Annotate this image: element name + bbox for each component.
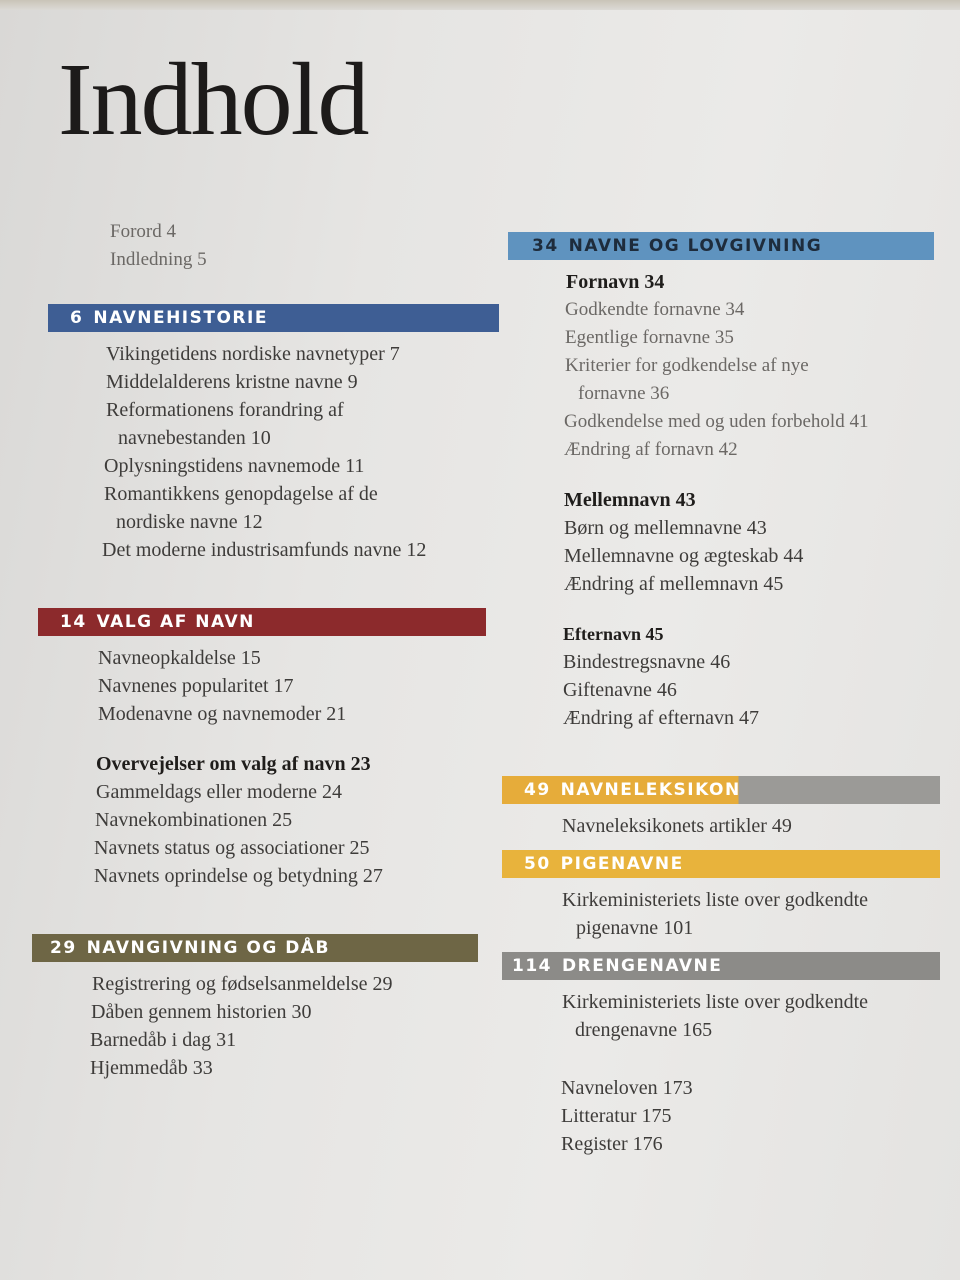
toc-entry[interactable]: Litteratur 175 bbox=[561, 1105, 672, 1127]
toc-entry[interactable]: Mellemnavne og ægteskab 44 bbox=[564, 545, 804, 567]
section-bar-valg-af-navn[interactable] bbox=[38, 608, 486, 636]
toc-entry[interactable]: Registrering og fødselsanmeldelse 29 bbox=[92, 973, 393, 995]
page-top-edge bbox=[0, 0, 960, 10]
section-bar-navngivning-og-daab[interactable] bbox=[32, 934, 478, 962]
section-bar-drengenavne[interactable] bbox=[502, 952, 940, 980]
toc-entry[interactable]: Kirkeministeriets liste over godkendte bbox=[562, 991, 869, 1013]
left-column bbox=[38, 218, 490, 1082]
section-label: DRENGENAVNE bbox=[562, 956, 723, 976]
toc-entry[interactable]: Register 176 bbox=[561, 1133, 663, 1155]
toc-entry[interactable]: Navneopkaldelse 15 bbox=[98, 647, 261, 669]
toc-entry[interactable]: Bindestregsnavne 46 bbox=[563, 651, 731, 673]
toc-entry-continued[interactable]: pigenavne 101 bbox=[576, 917, 694, 939]
toc-entry[interactable]: Navnets status og associationer 25 bbox=[94, 837, 370, 859]
toc-entry[interactable]: Hjemmedåb 33 bbox=[90, 1057, 213, 1079]
section-label: NAVNGIVNING OG DÅB bbox=[86, 938, 330, 958]
toc-entry[interactable]: Vikingetidens nordiske navnetyper 7 bbox=[106, 343, 400, 365]
section-label: NAVNE OG LOVGIVNING bbox=[568, 236, 823, 256]
toc-entry[interactable]: Navnets oprindelse og betydning 27 bbox=[94, 865, 383, 887]
section-bar-navnehistorie[interactable] bbox=[48, 304, 499, 332]
toc-entry[interactable]: Navnenes popularitet 17 bbox=[98, 675, 294, 697]
section-bar-navneleksikon[interactable] bbox=[502, 776, 940, 804]
section-number: 29 bbox=[50, 938, 77, 958]
section-label: NAVNEHISTORIE bbox=[93, 308, 268, 328]
toc-entry[interactable]: Navneleksikonets artikler 49 bbox=[562, 815, 792, 837]
subsection-heading[interactable]: Fornavn 34 bbox=[566, 271, 665, 293]
toc-entry[interactable]: Egentlige fornavne 35 bbox=[565, 327, 734, 348]
subsection-heading[interactable]: Overvejelser om valg af navn 23 bbox=[96, 753, 371, 775]
toc-entry[interactable]: Det moderne industrisamfunds navne 12 bbox=[102, 539, 427, 561]
section-number: 50 bbox=[524, 854, 551, 874]
section-number: 6 bbox=[70, 308, 84, 328]
toc-entry[interactable]: Godkendte fornavne 34 bbox=[565, 299, 745, 320]
toc-entry[interactable]: Indledning 5 bbox=[110, 249, 207, 270]
page-title: Indhold bbox=[58, 42, 368, 157]
toc-entry[interactable]: Ændring af fornavn 42 bbox=[564, 439, 738, 460]
section-number: 34 bbox=[532, 236, 559, 256]
section-label: VALG AF NAVN bbox=[96, 612, 255, 632]
section-number: 114 bbox=[512, 956, 552, 976]
section-number: 14 bbox=[60, 612, 87, 632]
subsection-heading[interactable]: Mellemnavn 43 bbox=[564, 489, 696, 511]
toc-entry[interactable]: Modenavne og navnemoder 21 bbox=[98, 703, 347, 725]
toc-entry[interactable]: Navnekombinationen 25 bbox=[95, 809, 293, 831]
toc-entry[interactable]: Giftenavne 46 bbox=[563, 679, 677, 701]
toc-entry[interactable]: Godkendelse med og uden forbehold 41 bbox=[564, 411, 869, 432]
toc-entry-continued[interactable]: nordiske navne 12 bbox=[116, 511, 263, 533]
toc-entry[interactable]: Romantikkens genopdagelse af de bbox=[104, 483, 378, 505]
right-column bbox=[502, 232, 942, 1158]
section-bar-pigenavne[interactable] bbox=[502, 850, 940, 878]
section-label: NAVNELEKSIKON bbox=[560, 780, 741, 800]
toc-entry[interactable]: Middelalderens kristne navne 9 bbox=[106, 371, 358, 393]
toc-entry[interactable]: Reformationens forandring af bbox=[106, 399, 344, 421]
toc-entry-continued[interactable]: fornavne 36 bbox=[578, 383, 670, 404]
toc-entry-continued[interactable]: navnebestanden 10 bbox=[118, 427, 271, 449]
toc-entry[interactable]: Ændring af mellemnavn 45 bbox=[564, 573, 784, 595]
toc-entry-continued[interactable]: drengenavne 165 bbox=[575, 1019, 713, 1041]
toc-entry[interactable]: Ændring af efternavn 47 bbox=[563, 707, 760, 729]
subsection-heading[interactable]: Efternavn 45 bbox=[563, 624, 664, 644]
section-label: PIGENAVNE bbox=[560, 854, 684, 874]
toc-entry[interactable]: Oplysningstidens navnemode 11 bbox=[104, 455, 365, 477]
toc-entry[interactable]: Kirkeministeriets liste over godkendte bbox=[562, 889, 869, 911]
toc-entry[interactable]: Barnedåb i dag 31 bbox=[90, 1029, 237, 1051]
toc-entry[interactable]: Børn og mellemnavne 43 bbox=[564, 517, 767, 539]
toc-entry[interactable]: Gammeldags eller moderne 24 bbox=[96, 781, 343, 803]
toc-entry[interactable]: Forord 4 bbox=[110, 221, 176, 242]
toc-entry[interactable]: Navneloven 173 bbox=[561, 1077, 693, 1099]
toc-entry[interactable]: Dåben gennem historien 30 bbox=[91, 1001, 312, 1023]
toc-entry[interactable]: Kriterier for godkendelse af nye bbox=[565, 355, 809, 376]
section-number: 49 bbox=[524, 780, 551, 800]
section-bar-navne-og-lovgivning[interactable] bbox=[508, 232, 934, 260]
